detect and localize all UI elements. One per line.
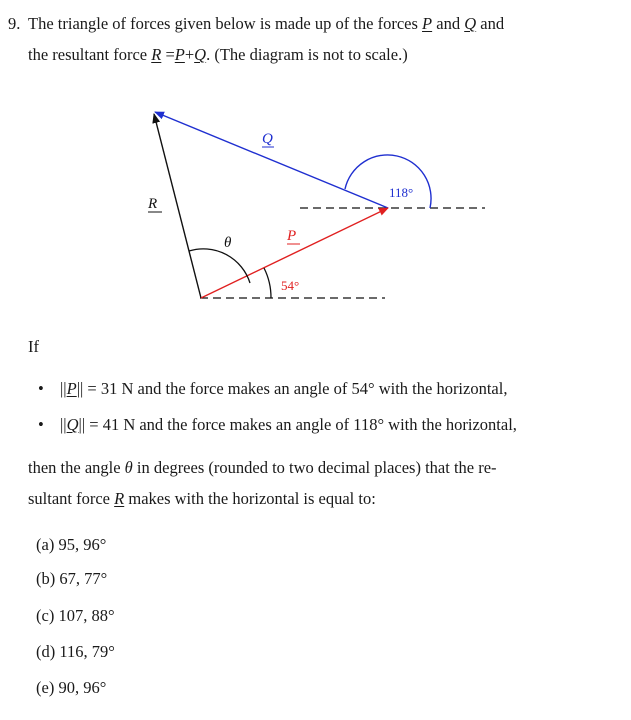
symbol-R: R	[151, 45, 162, 64]
question-line2-text: the resultant force	[28, 45, 148, 64]
bullet-1-text	[60, 379, 507, 399]
option-b[interactable]	[36, 569, 107, 589]
then-line1-end: in degrees (rounded to two decimal places) that the re-	[136, 458, 497, 477]
option-a-label: (a)	[36, 535, 55, 554]
bullet-1-rest: || = 31 N and the force makes an angle of 54° with the horizontal,	[76, 379, 508, 398]
label-theta: θ	[224, 235, 232, 251]
plus-sign: +	[184, 45, 195, 64]
bullet-2-symbol: Q	[66, 415, 79, 434]
then-line2-end: makes with the horizontal is equal to:	[128, 489, 376, 508]
bullet-2-dot: •	[38, 415, 44, 434]
option-a-value: 95, 96°	[58, 535, 107, 554]
option-e-value: 90, 96°	[58, 678, 107, 697]
symbol-P: P	[422, 14, 433, 33]
angle-54-arc	[264, 268, 271, 298]
option-d-value: 116, 79°	[59, 642, 115, 661]
option-d[interactable]	[36, 642, 115, 662]
option-c-label: (c)	[36, 606, 55, 625]
theta-arc	[189, 249, 250, 283]
option-d-label: (d)	[36, 642, 56, 661]
option-c-value: 107, 88°	[58, 606, 115, 625]
bullet-1-norm-open: ||	[60, 379, 67, 398]
label-angle-54: 54°	[281, 278, 300, 293]
option-e-label: (e)	[36, 678, 55, 697]
symbol-Q: Q	[464, 14, 477, 33]
question-and: and	[436, 14, 461, 33]
symbol-theta: θ	[124, 458, 133, 477]
if-label: If	[28, 337, 39, 356]
question-number: 9.	[8, 14, 21, 33]
option-e[interactable]	[36, 678, 106, 698]
question-line1-text: The triangle of forces given below is made up of the forces	[28, 14, 418, 33]
then-line-2	[28, 489, 376, 509]
option-b-label: (b)	[36, 569, 56, 588]
symbol-P-2: P	[174, 45, 185, 64]
vector-R	[154, 114, 201, 298]
then-line2-text: sultant force	[28, 489, 111, 508]
label-P: P	[287, 228, 297, 244]
then-line-1	[28, 458, 497, 478]
bullet-2-rest: || = 41 N and the force makes an angle of 118° with the horizontal,	[78, 415, 517, 434]
bullet-1-dot: •	[38, 379, 44, 398]
symbol-R-3: R	[114, 489, 125, 508]
symbol-Q-2: Q	[194, 45, 207, 64]
option-a[interactable]	[36, 535, 106, 555]
equals-sign: =	[165, 45, 175, 64]
bullet-2-text	[60, 415, 517, 435]
bullet-2-norm-open: ||	[60, 415, 67, 434]
label-Q: Q	[262, 131, 273, 147]
label-angle-118: 118°	[389, 185, 414, 200]
angle-118-arc	[345, 155, 431, 208]
question-line2-end: . (The diagram is not to scale.)	[206, 45, 408, 64]
option-b-value: 67, 77°	[59, 569, 108, 588]
label-R: R	[148, 196, 158, 212]
bullet-1-symbol: P	[66, 379, 77, 398]
option-c[interactable]	[36, 606, 115, 626]
vector-Q	[155, 112, 388, 208]
question-line1-end: and	[480, 14, 505, 33]
then-line1-text: then the angle	[28, 458, 121, 477]
